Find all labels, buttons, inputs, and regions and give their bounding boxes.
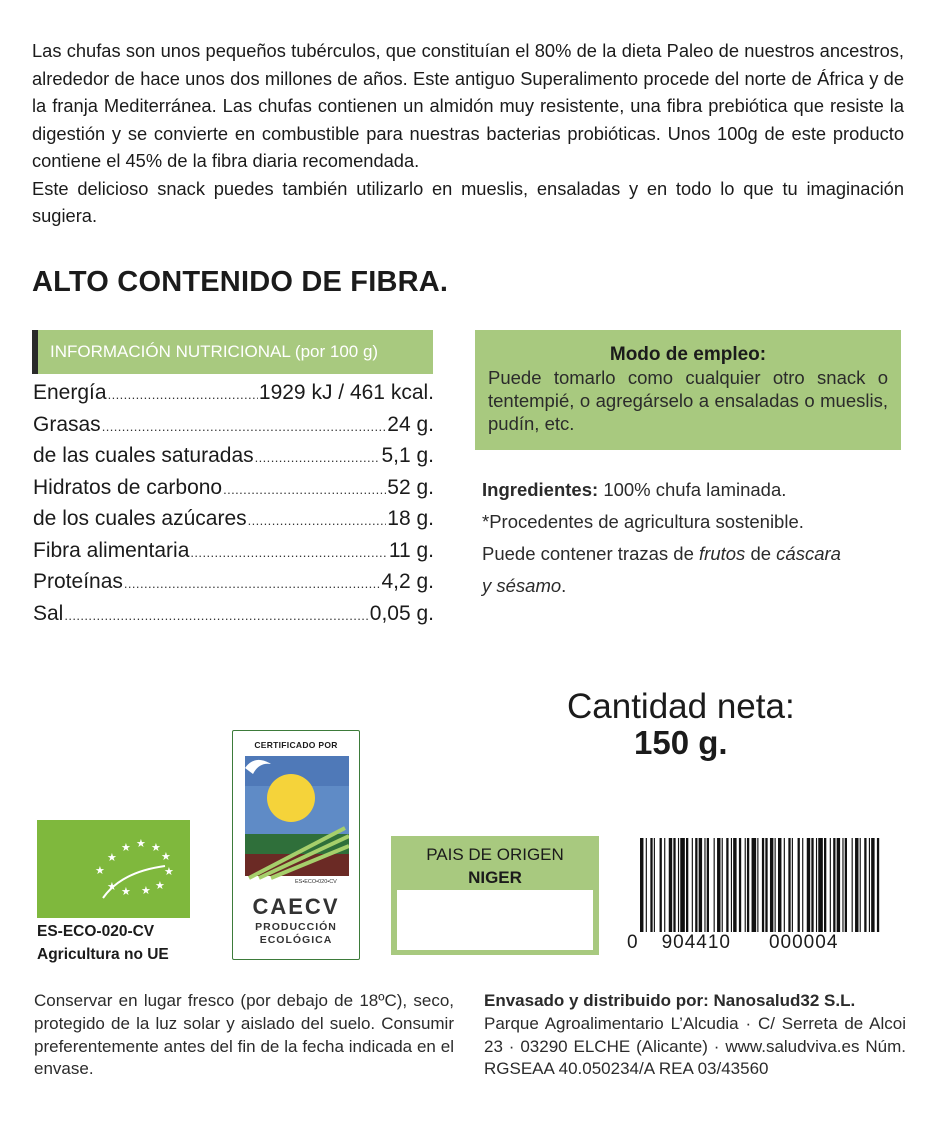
country-of-origin-value: NIGER [468,868,522,887]
net-quantity-label: Cantidad neta: [567,687,795,726]
packer-address: Parque Agroalimentario L’Alcudia · C/ Serreta de Alcoi 23 · 03290 ELCHE (Alicante) · www.saludviva.es Núm. RGSEAA 40.050234/A REA 03/43560 [484,1013,906,1079]
ingredients-note: *Procedentes de agricultura sostenible. [482,511,804,532]
country-of-origin-box [391,836,599,955]
svg-text:★: ★ [141,884,151,897]
svg-text:★: ★ [164,865,174,878]
nutrition-value: 52 g. [387,475,434,499]
storage-instructions: Conservar en lugar fresco (por debajo de 18ºC), seco, protegido de la luz solar y aislado del suelo. Consumir preferentemente antes del fin de la fecha indicada en el envase. [34,991,454,1079]
country-of-origin-label: PAIS DE ORIGEN [426,845,564,864]
ingredients-value: 100% chufa laminada. [603,479,787,500]
barcode-right-digits: 000004 [768,932,839,953]
eu-origin: Agricultura no UE [37,946,169,963]
eu-organic-leaf-logo [37,820,190,918]
caecv-certification-logo [232,730,360,960]
nutrition-row-grasas [33,413,434,445]
ean-barcode [636,838,884,932]
nutrition-value: 0,05 g. [369,601,434,625]
product-description [32,37,904,230]
ingredients-block [482,474,902,602]
nutrition-row-fibra [33,539,434,571]
caecv-name: CAECV [252,894,340,919]
barcode-digits [627,932,867,954]
nutrition-row-sal [33,602,434,634]
svg-text:★: ★ [151,841,161,854]
net-quantity-value: 150 g. [634,724,728,761]
description-paragraph-2: Este delicioso snack puedes también utilizarlo en mueslis, ensaladas y en todo lo que tu imaginación sugiera. [32,177,904,226]
nutrition-row-energia [33,381,434,413]
nutrition-label: Energía [33,381,107,404]
nutrition-label: de las cuales saturadas [33,444,254,467]
caecv-subtitle: PRODUCCIÓN ECOLÓGICA [255,921,337,946]
ingredients-label: Ingredientes: [482,479,599,500]
allergen-traces: Puede contener trazas de frutos de cáscara y sésamo. [482,543,841,596]
caecv-control-code: ES•ECO•020•CV [295,879,337,885]
eu-control-code: ES-ECO-020-CV [37,923,155,940]
nutrition-value: 24 g. [387,412,434,436]
nutrition-label: Proteínas [33,570,123,593]
country-of-origin-blank-field [397,890,593,950]
caecv-sun-field-icon [245,756,349,882]
caecv-certified-by: CERTIFICADO POR [254,740,338,750]
nutrition-value: 18 g. [387,507,434,530]
nutrition-label: Hidratos de carbono [33,475,223,499]
nutrition-label: Fibra alimentaria [33,538,190,562]
barcode-left-digits: 904410 [661,932,731,953]
nutrition-row-proteinas [33,570,434,602]
barcode-bars-icon [636,838,884,932]
nutrition-row-azucares [33,507,434,539]
usage-title: Modo de empleo: [609,344,767,365]
fiber-headline: ALTO CONTENIDO DE FIBRA. [32,266,449,298]
packer-info [484,990,906,1081]
svg-text:★: ★ [107,851,117,864]
eu-organic-code [37,920,169,966]
nutrition-label: de los cuales azúcares [33,507,247,530]
nutrition-value: 11 g. [388,538,434,562]
nutrition-table-header: INFORMACIÓN NUTRICIONAL (por 100 g) [32,330,433,374]
nutrition-value: 1929 kJ / 461 kcal. [258,381,434,404]
nutrition-row-hidratos [33,476,434,508]
svg-text:★: ★ [121,885,131,898]
eu-leaf-stars-icon [37,820,190,918]
svg-text:★: ★ [161,850,171,863]
svg-text:★: ★ [121,841,131,854]
nutrition-label: Grasas [33,412,101,436]
nutrition-row-saturadas [33,444,434,476]
ingredients-line [482,474,902,506]
svg-text:★: ★ [107,880,117,893]
nutrition-value: 5,1 g. [381,444,434,467]
nutrition-value: 4,2 g. [381,570,434,593]
usage-text: Puede tomarlo como cualquier otro snack o tentempié, o agregárselo a ensaladas o mueslis, pudín, etc. [488,367,888,434]
svg-text:★: ★ [136,837,146,850]
barcode-first-digit: 0 [627,932,638,953]
usage-box [475,330,901,450]
packer-title: Envasado y distribuido por: Nanosalud32 S.L. [484,991,856,1010]
svg-text:★: ★ [155,879,165,892]
nutrition-label: Sal [33,601,64,625]
svg-text:★: ★ [95,864,105,877]
nutrition-table [33,381,434,633]
description-paragraph-1: Las chufas son unos pequeños tubérculos, que constituían el 80% de la dieta Paleo de nuestros ancestros, alrededor de hace unos dos millones de años. Este antiguo Superalimento procede del norte de África y de la franja Mediterránea. Las chufas contienen un almidón muy resistente, una fibra prebiótica que resiste la digestión y se convierte en combustible para nuestras bacterias probióticas. Unos 100g de este producto contiene el 45% de la fibra diaria recomendada. [32,40,904,171]
